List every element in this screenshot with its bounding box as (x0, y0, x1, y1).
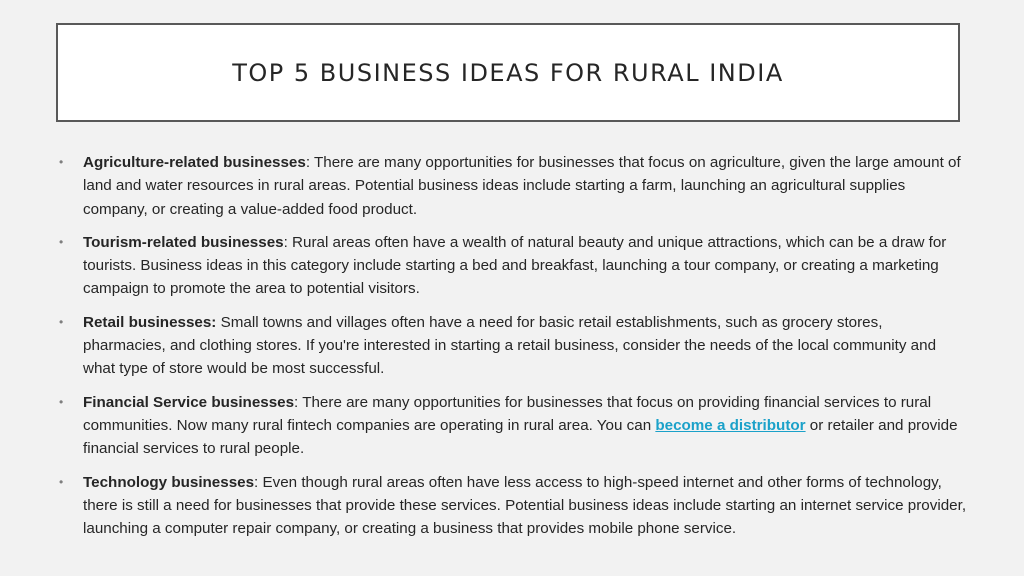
bullet-title: Tourism-related businesses (83, 233, 284, 251)
bullet-marker: • (59, 474, 64, 489)
bullet-title: Agriculture-related businesses (83, 154, 306, 171)
bullet-title: Technology businesses (83, 473, 255, 491)
bullet-marker: • (59, 314, 64, 329)
bullet-tourism (59, 231, 969, 301)
bullet-list (59, 151, 969, 550)
title-box (56, 23, 960, 122)
bullet-text-after: or retailer and provide financial services to rural people. (83, 416, 958, 458)
bullet-text: : There are many opportunities for businesses that focus on providing financial services to rural communities. Now many rural fintech companies are operating in rural area. You can (83, 393, 932, 434)
bullet-text: Small towns and villages often have a need for basic retail establishments, such as grocery stores, pharmacies, and clothing stores. If you're interested in starting a retail business, consider the needs of the local community and what type of store would be most successful. (83, 313, 937, 378)
slide-title: TOP 5 BUSINESS IDEAS FOR RURAL INDIA (232, 58, 784, 87)
bullet-text: : Rural areas often have a wealth of natural beauty and unique attractions, which can be a draw for tourists. Business ideas in this category include starting a bed and breakfast, launching a tour company, or creating a marketing campaign to promote the area to potential visitors. (83, 233, 947, 298)
bullet-text: : There are many opportunities for businesses that focus on agriculture, given the large amount of land and water resources in rural areas. Potential business ideas include starting a farm, launching an agricultural supplies company, or creating a value-added food product. (83, 154, 961, 218)
bullet-technology (59, 471, 969, 541)
bullet-agriculture (59, 151, 969, 221)
become-distributor-link[interactable]: become a distributor (655, 416, 806, 434)
bullet-marker: • (59, 394, 64, 409)
bullet-title: Financial Service businesses (83, 393, 295, 411)
bullet-marker: • (59, 234, 64, 249)
bullet-retail (59, 311, 969, 381)
bullet-marker: • (59, 155, 64, 169)
bullet-financial (59, 391, 969, 461)
bullet-title: Retail businesses: (83, 313, 217, 331)
bullet-text: : Even though rural areas often have less access to high-speed internet and other forms of technology, there is still a need for businesses that provide these services. Potential business ideas include starting an internet service provider, launching a computer repair company, or creating a business that provides mobile phone service. (83, 473, 967, 538)
